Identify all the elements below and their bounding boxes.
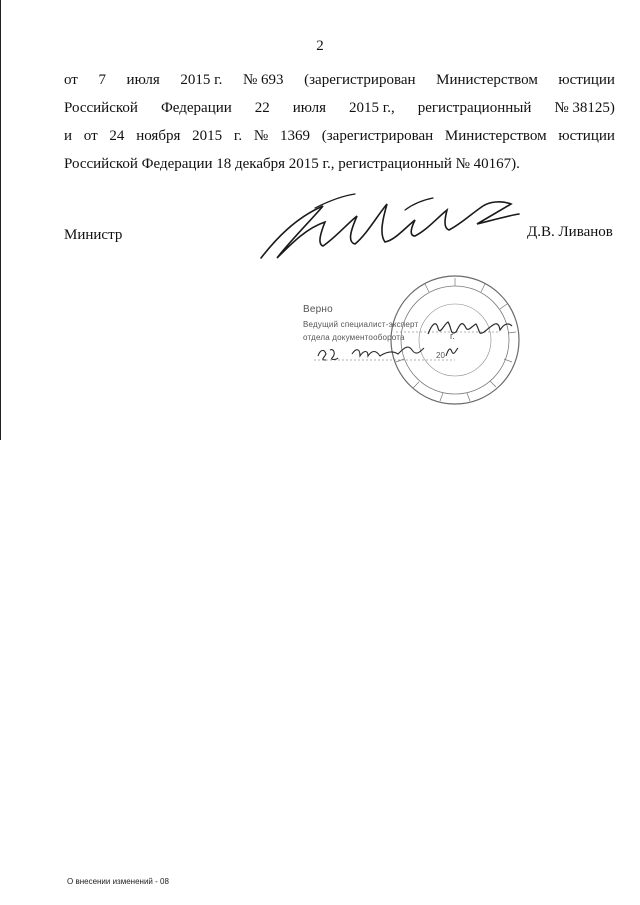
- paragraph-word: июля: [126, 72, 160, 88]
- paragraph-word: юстиции: [558, 72, 615, 88]
- paragraph-line: [64, 66, 615, 94]
- paragraph-word: Министерством: [444, 128, 547, 144]
- paragraph-word: № 693: [242, 72, 284, 88]
- scan-edge-line: [0, 0, 1, 440]
- paragraph-word: Федерации: [160, 100, 232, 116]
- paragraph-word: (зарегистрирован: [321, 128, 434, 144]
- paragraph-word: 2015 г.: [180, 72, 223, 88]
- certification-line-1: Ведущий специалист-эксперт: [303, 320, 419, 329]
- paragraph-line: [64, 122, 615, 150]
- svg-text:20: 20: [436, 351, 445, 360]
- handwritten-signature: [255, 188, 525, 268]
- paragraph-word: Российской: [64, 100, 138, 116]
- paragraph-word: 2015 г.,: [349, 100, 395, 116]
- paragraph-word: Российской Федерации 18 декабря 2015 г., регистрационный № 40167).: [64, 156, 520, 172]
- paragraph-word: г.: [233, 128, 243, 144]
- paragraph-line: [64, 150, 615, 178]
- signatory-name: Д.В. Ливанов: [527, 224, 613, 240]
- paragraph-word: 24: [109, 128, 125, 144]
- footer-note: О внесении изменений - 08: [67, 877, 169, 886]
- body-paragraph: [64, 66, 615, 178]
- official-seal-and-handwriting: [300, 270, 540, 410]
- paragraph-word: 7: [98, 72, 106, 88]
- certification-date-suffix: г.: [450, 331, 456, 341]
- paragraph-word: (зарегистрирован: [304, 72, 416, 88]
- paragraph-word: и: [64, 128, 73, 144]
- paragraph-word: от: [83, 128, 98, 144]
- certification-line-2: отдела документооборота: [303, 333, 405, 342]
- paragraph-word: 22: [254, 100, 270, 116]
- paragraph-line: [64, 94, 615, 122]
- paragraph-word: ноября: [136, 128, 181, 144]
- paragraph-word: Министерством: [436, 72, 538, 88]
- signatory-position: Министр: [64, 227, 123, 243]
- paragraph-word: регистрационный: [417, 100, 532, 116]
- page-number: 2: [316, 38, 324, 54]
- paragraph-word: 2015: [192, 128, 223, 144]
- paragraph-word: 1369: [279, 128, 310, 144]
- paragraph-word: от: [64, 72, 78, 88]
- paragraph-word: №: [253, 128, 269, 144]
- certification-label: Верно: [303, 304, 333, 315]
- paragraph-word: № 38125): [554, 100, 615, 116]
- paragraph-word: юстиции: [558, 128, 615, 144]
- paragraph-word: июля: [292, 100, 327, 116]
